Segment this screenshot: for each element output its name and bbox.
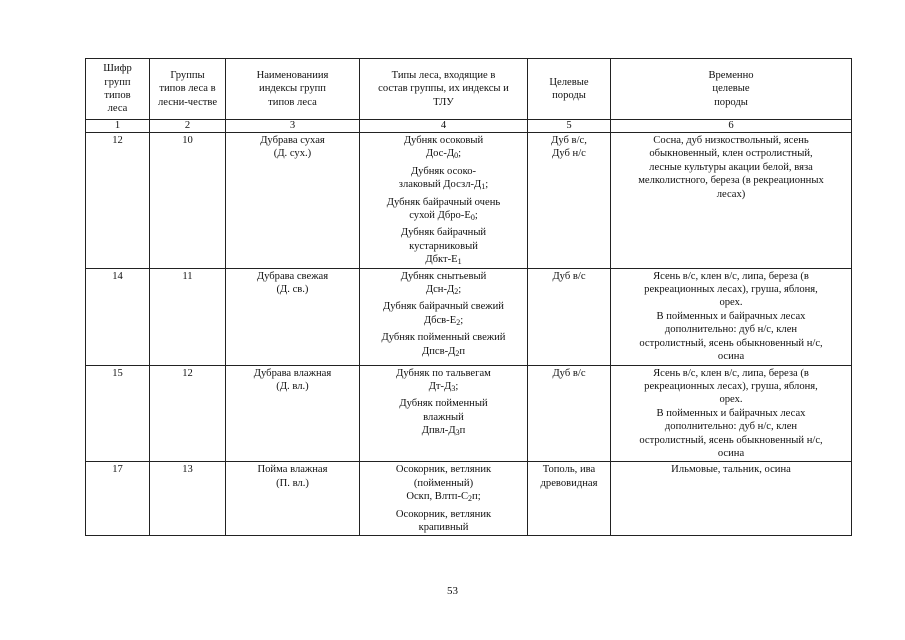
target-text: Дуб н/с [552,148,586,160]
header-text: породы [714,96,748,108]
header-text: типов леса в [159,83,216,95]
temporary-cell [611,365,852,462]
forest-type-line: Дбкт-$Е_1$ [425,254,462,267]
forest-type-line: Дпвл-$Д_3п$ [421,425,466,438]
target-header [528,59,611,120]
types-cell [360,365,528,462]
name-text: Пойма влажная [257,464,328,476]
forest-type [363,508,524,535]
group-cell: 11 [150,268,226,365]
forest-type-line: Дубняк байрачный свежий [383,301,504,313]
column-number: 5 [528,120,611,133]
temporary-text: лесные культуры акации белой, вяза [649,161,813,173]
column-number: 3 [226,120,360,133]
temporary-cell [611,462,852,536]
forest-type-line: кустарниковый [409,240,478,252]
name-header [226,59,360,120]
header-text: типов [104,90,131,101]
temporary-text: обыкновенный, клен остролистный, [649,148,813,160]
header-text: Целевые [549,76,589,88]
header-text: Группы [170,69,205,81]
header-text: Наименованиия [256,69,329,81]
forest-type-line: Дубняк осоко- [410,165,477,177]
column-number: 4 [360,120,528,133]
column-number: 1 [86,120,150,133]
forest-type-line: Дсн-$Д_2$; [425,284,462,297]
header-text: леса [107,103,128,115]
forest-type-line: крапивный [418,521,469,533]
temporary-text: Ясень в/с, клен в/с, липа, береза (в [653,270,809,282]
temporary-text: лесах) [716,188,746,200]
forest-type [363,367,524,394]
target-cell [528,462,611,536]
forest-type [363,134,524,161]
forest-type-line: Дубняк снытьевый [400,270,487,282]
forest-type-line: Оскп, Влтп-$С_2п$; [406,491,481,504]
temporary-cell [611,268,852,365]
forest-type-line: Осокорник, ветляник [395,464,492,476]
table-row [86,268,852,365]
header-text: групп [104,76,131,88]
name-text: Дубрава сухая [260,135,325,146]
name-cell [226,133,360,269]
target-text: Дуб в/с, [551,135,587,146]
forest-type-line: Дубняк пойменный свежий [381,332,506,344]
forest-types-table [85,58,852,536]
header-text: породы [552,90,586,101]
header-text: лесни-честве [157,96,218,108]
temporary-cell [611,133,852,269]
forest-type-line: $Дт-Д_3$; [428,380,459,393]
header-text: Временно [708,69,754,81]
temporary-text: мелколистного, береза (в рекреационных [638,175,824,187]
temporary-text: осина [717,447,745,459]
group-header [150,59,226,120]
code-cell: 15 [86,365,150,462]
name-text: (П. вл.) [276,477,309,489]
target-text: Тополь, ива [542,464,596,476]
group-cell: 10 [150,133,226,269]
forest-type-line: Осокорник, ветляник [395,508,492,520]
code-header [86,59,150,120]
header-text: типов леса [268,96,317,108]
forest-type-line: злаковый Досзл-$Д_1$; [398,179,489,192]
temporary-text: дополнительно: дуб н/с, клен [664,324,798,336]
target-cell [528,268,611,365]
code-cell: 12 [86,133,150,269]
header-text: ТЛУ [433,96,454,108]
code-cell: 17 [86,462,150,536]
column-number-row [86,120,852,133]
forest-type-line: Дубняк по тальвегам [396,367,491,379]
forest-type-line: Дпсв-$Д_2п$ [421,345,466,358]
temporary-text: остролистный, ясень обыкновенный н/с, [639,337,823,349]
temporary-text: рекреационных лесах), груша, яблоня, [644,380,818,392]
header-row [86,59,852,120]
temporary-text: Ясень в/с, клен в/с, липа, береза (в [653,367,809,379]
target-text: древовидная [540,477,598,489]
temporary-text: орех. [719,394,743,406]
forest-type-line: влажный [423,411,464,423]
types-cell [360,462,528,536]
page-number: 53 [447,585,458,597]
table-row [86,133,852,269]
forest-type-line: Дубняк байрачный [400,227,487,239]
temporary-text: орех. [719,297,743,309]
header-text: состав группы, их индексы и [378,83,509,95]
forest-type [363,397,524,437]
forest-type [363,270,524,297]
name-cell [226,462,360,536]
forest-type [363,331,524,358]
name-text: Дубрава свежая [256,270,329,282]
types-header [360,59,528,120]
header-text: целевые [712,83,750,95]
types-cell [360,268,528,365]
header-text: Типы леса, входящие в [391,69,496,81]
temporary-text: рекреационных лесах), груша, яблоня, [644,284,818,296]
temporary-text: В пойменных и байрачных лесах [656,407,806,419]
forest-type-line: Дбсв-$Е_2$; [423,314,464,327]
name-text: (Д. вл.) [276,380,309,392]
temporary-text: остролистный, ясень обыкновенный н/с, [639,434,823,446]
temporary-text: В пойменных и байрачных лесах [656,310,806,322]
forest-type-line: Дубняк осоковый [403,135,484,146]
table-row [86,462,852,536]
name-text: Дубрава влажная [253,367,332,379]
temporary-text: дополнительно: дуб н/с, клен [664,421,798,433]
temporary-text: осина [717,351,745,363]
table-row [86,365,852,462]
target-text: Дуб в/с [552,270,586,282]
column-number: 6 [611,120,852,133]
column-number: 2 [150,120,226,133]
temporary-text: Сосна, дуб низкоствольный, ясень [653,135,809,146]
forest-type [363,300,524,327]
target-cell [528,133,611,269]
name-text: (Д. св.) [276,284,309,296]
target-cell [528,365,611,462]
forest-type-line: (пойменный) [413,477,474,489]
name-cell [226,365,360,462]
forest-type [363,196,524,223]
group-cell: 12 [150,365,226,462]
name-text: (Д. сух.) [273,148,312,160]
forest-type [363,165,524,192]
types-cell [360,133,528,269]
forest-type-line: Дос-$Д_0$; [425,148,462,161]
header-text: индексы групп [259,83,326,95]
target-text: Дуб в/с [552,367,586,379]
header-text: Шифр [103,63,132,75]
forest-type [363,226,524,266]
forest-type-line: сухой Дбро-$Е_0$; [409,210,478,223]
forest-type-line: Дубняк пойменный [399,398,488,410]
temporary-header [611,59,852,120]
forest-type-line: Дубняк байрачный очень [386,196,501,208]
temporary-text: Ильмовые, тальник, осина [671,464,791,476]
group-cell: 13 [150,462,226,536]
code-cell: 14 [86,268,150,365]
forest-type [363,463,524,503]
name-cell [226,268,360,365]
